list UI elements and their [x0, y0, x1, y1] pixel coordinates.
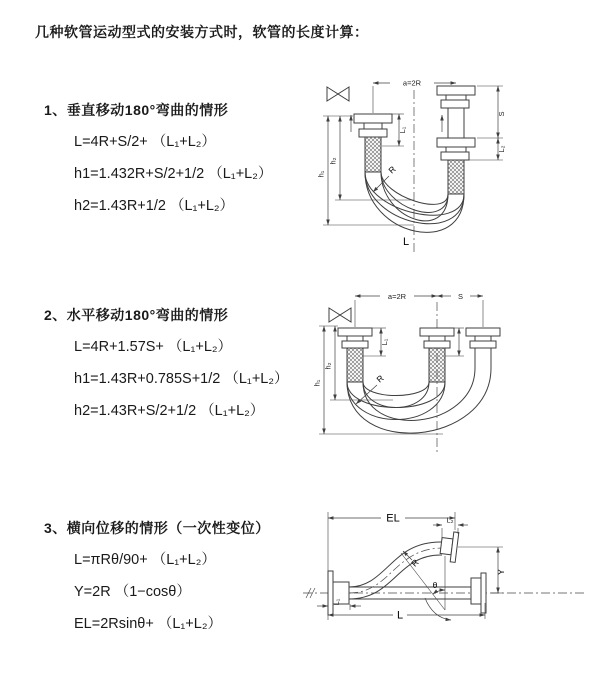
formula-line: L=πRθ/90+ （L₁+L₂）	[74, 552, 216, 568]
formula-line: EL=2Rsinθ+ （L₁+L₂）	[74, 616, 222, 632]
section-2-formulas	[74, 338, 288, 421]
hose-displaced-position	[349, 542, 443, 599]
section-vertical-180	[44, 100, 272, 229]
dim-label-s: S	[497, 111, 506, 117]
dimension-s	[437, 292, 483, 301]
hose-curves	[347, 368, 491, 433]
section-1-formulas	[74, 133, 272, 216]
dim-label-a2r: a=2R	[387, 291, 407, 301]
section-2-heading: 2、水平移动180°弯曲的情形	[44, 307, 229, 323]
dim-label-a2r: a=2R	[402, 78, 422, 88]
section-lateral-displacement	[44, 518, 270, 647]
length-label: L	[402, 236, 410, 248]
dimension-l2	[497, 138, 506, 160]
dim-label-l: L	[396, 609, 404, 622]
dim-label-l1: L₁	[398, 126, 407, 134]
dim-label-l2: L₂	[497, 145, 506, 153]
formula-line: h1=1.43R+0.785S+1/2 （L₁+L₂）	[74, 371, 289, 387]
angle-label: θ	[432, 580, 438, 590]
right-flange-fitting	[466, 328, 500, 368]
formula-line: Y=2R （1−cosθ）	[74, 584, 191, 600]
formula-line: h2=1.43R+1/2 （L₁+L₂）	[74, 198, 235, 214]
valve-icon	[327, 87, 349, 101]
right-flange-fitting	[471, 573, 486, 613]
dim-label-h2: h₂	[328, 157, 338, 165]
diagram-horizontal-180	[293, 282, 588, 462]
dimension-l2	[433, 516, 468, 541]
formula-line: h1=1.432R+S/2+1/2 （L₁+L₂）	[74, 166, 273, 182]
formula-line: L=4R+S/2+ （L₁+L₂）	[74, 134, 216, 150]
left-flange-fitting	[354, 114, 392, 172]
diagram-vertical-180	[293, 68, 563, 258]
dim-label-l1: L₁	[380, 338, 389, 346]
left-flange-fitting	[338, 328, 372, 382]
valve-icon	[329, 308, 351, 322]
section-horizontal-180	[44, 305, 288, 434]
dim-label-s: S	[457, 291, 464, 301]
middle-flange-fitting	[420, 328, 454, 382]
right-flange-fitting	[437, 86, 475, 194]
section-3-heading: 3、横向位移的情形（一次性变位）	[44, 520, 270, 536]
formula-line: h2=1.43R+S/2+1/2 （L₁+L₂）	[74, 403, 265, 419]
radius-label: R	[374, 372, 386, 385]
page-title: 几种软管运动型式的安装方式时，软管的长度计算：	[35, 24, 369, 40]
dim-label-el: EL	[386, 512, 400, 525]
formula-line: L=4R+1.57S+ （L₁+L₂）	[74, 339, 233, 355]
left-flange-fitting	[328, 571, 349, 615]
section-3-formulas	[74, 551, 270, 634]
section-1-heading: 1、垂直移动180°弯曲的情形	[44, 102, 229, 118]
dim-label-h1: h₁	[312, 379, 322, 387]
dim-label-h1: h₁	[316, 170, 326, 178]
dim-label-h2: h₂	[323, 362, 333, 370]
radius-label: R	[409, 557, 421, 569]
diagram-lateral-displacement	[295, 498, 595, 663]
dimension-a2r	[355, 292, 483, 327]
dim-label-l2: L₂	[446, 515, 454, 525]
dimension-l1	[317, 598, 361, 610]
radius-label: R	[386, 164, 398, 176]
dim-label-l1: L₁	[332, 598, 341, 606]
dim-label-y: Y	[496, 569, 506, 575]
